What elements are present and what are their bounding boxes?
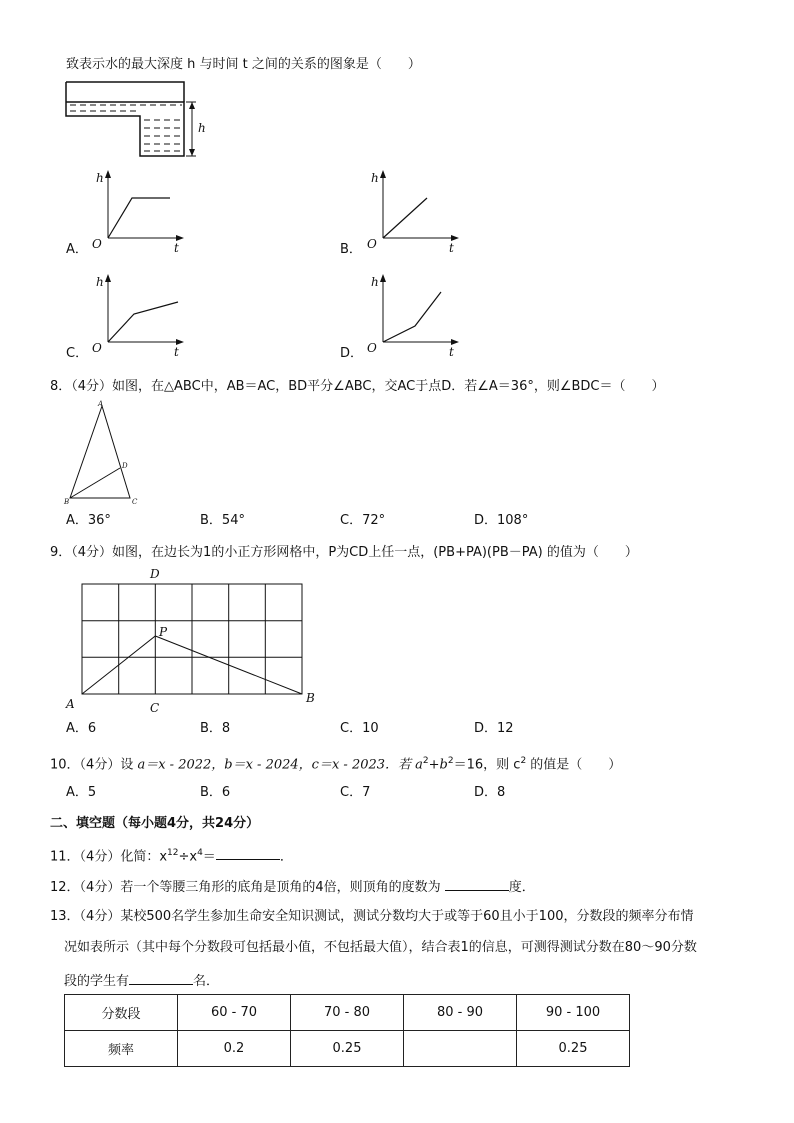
origin: O [367,237,377,251]
q10-option-b[interactable]: B．6 [200,785,231,800]
table-cell [404,1031,517,1067]
q9-option-d[interactable]: D．12 [474,721,514,736]
label-d: D [122,462,128,470]
q9-grid-figure [60,566,330,716]
axis-t: t [174,345,179,359]
q8-option-a[interactable]: A．36° [66,513,111,528]
q10-option-a[interactable]: A．5 [66,785,97,800]
q7-option-c-letter[interactable]: C． [66,346,89,361]
q7-option-b-letter[interactable]: B． [340,242,362,257]
axis-h: h [96,171,104,185]
q12-answer-blank[interactable] [445,876,509,891]
table-cell: 0.25 [517,1031,630,1067]
q13-answer-blank[interactable] [129,970,193,985]
table-header-cell: 分数段 [65,995,178,1031]
table-cell: 0.2 [178,1031,291,1067]
label-d: D [150,567,160,581]
q8-option-c[interactable]: C．72° [340,513,386,528]
axis-h: h [371,275,379,289]
label-p: P [159,625,168,639]
q10-option-c[interactable]: C．7 [340,785,371,800]
table-header-cell: 70 - 80 [291,995,404,1031]
q13-line1: 13．（4分）某校500名学生参加生命安全知识测试，测试分数均大于或等于60且小于100，分数段的频率分布情 [50,909,694,924]
label-b: B [64,498,70,506]
table-row [65,995,630,1031]
q10-option-d[interactable]: D．8 [474,785,506,800]
label-a: A [98,400,104,408]
q9-option-b[interactable]: B．8 [200,721,231,736]
frequency-table [64,994,630,1067]
q7-option-b-graph[interactable] [363,168,473,258]
axis-t: t [174,241,179,255]
q9-stem: 9．（4分）如图，在边长为1的小正方形网格中，P为CD上任一点，(PB+PA)(PB－PA) 的值为（ ） [50,545,638,560]
origin: O [92,237,102,251]
label-c: C [150,701,160,715]
container-outline [66,82,184,156]
q11-stem: 11．（4分）化简：$x^{12}\div x^4=$ ． [50,844,293,866]
label-b: B [306,691,315,705]
q8-stem: 8．（4分）如图，在△ABC中，AB＝AC，BD平分∠ABC，交AC于点D．若∠A＝36°，则∠BDC＝（ ） [50,379,665,394]
axis-t: t [449,345,454,359]
q9-option-a[interactable]: A．6 [66,721,97,736]
table-header-cell: 90 - 100 [517,995,630,1031]
q7-option-a-graph[interactable] [88,168,198,258]
section-title-fill-in: 二、填空题（每小题4分，共24分） [50,816,260,831]
label-a: A [66,697,75,711]
q9-option-c[interactable]: C．10 [340,721,379,736]
container-h-label: h [198,121,206,135]
q8-option-b[interactable]: B．54° [200,513,245,528]
q11-answer-blank[interactable] [216,845,280,860]
label-c: C [132,498,138,506]
q7-option-c-graph[interactable] [88,272,198,362]
q7-container-figure [64,80,214,160]
q13-line2: 况如表所示（其中每个分数段可包括最小值，不包括最大值），结合表1的信息，可测得测试分数在80～90分数 [64,940,697,955]
table-header-cell: 80 - 90 [404,995,517,1031]
q7-option-d-letter[interactable]: D． [340,346,364,361]
q7-option-d-graph[interactable] [363,272,473,362]
q12-stem: 12．（4分）若一个等腰三角形的底角是顶角的4倍，则顶角的度数为 度． [50,876,535,897]
table-header-cell: 60 - 70 [178,995,291,1031]
table-row [65,1031,630,1067]
table-cell: 0.25 [291,1031,404,1067]
q7-stem: 致表示水的最大深度 h 与时间 t 之间的关系的图象是（ ） [66,57,421,72]
q7-option-a-letter[interactable]: A． [66,242,88,257]
q8-option-d[interactable]: D．108° [474,513,529,528]
origin: O [92,341,102,355]
axis-h: h [371,171,379,185]
table-cell: 频率 [65,1031,178,1067]
q8-triangle-figure [62,400,152,510]
origin: O [367,341,377,355]
q13-line3: 段的学生有 名． [64,970,219,991]
axis-t: t [449,241,454,255]
axis-h: h [96,275,104,289]
q10-stem: 10．（4分）设 a＝x - 2022，b＝x - 2024，c＝x - 2023．若 $a^2+b^2=16$，则 $c^2$ 的值是（ ） [50,756,622,773]
